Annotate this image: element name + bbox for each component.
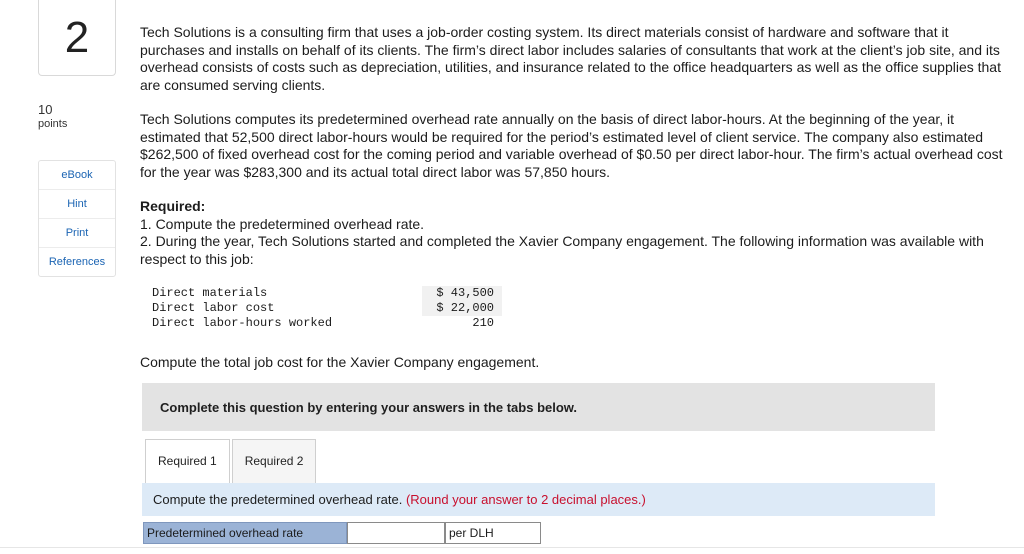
problem-paragraph-2: Tech Solutions computes its predetermined overhead rate annually on the basis of direct labor-hours. At the beginning of the year, it estimated that 52,500 direct labor-hours would be required for the period’s estimated level of client service. The company also estimated $262,500 of fixed overhead cost for the coming period and variable overhead of $0.50 per direct labor-hour. The firm’s actual overhead cost for the year was $283,300 and its actual total direct labor was 57,850 hours.: [140, 111, 1003, 180]
references-link[interactable]: References: [48, 256, 106, 268]
question-number: 2: [64, 12, 90, 62]
compute-instruction: Compute the total job cost for the Xavier Company engagement.: [140, 354, 540, 370]
table-row: [152, 316, 502, 331]
complete-question-text: Complete this question by entering your answers in the tabs below.: [160, 399, 578, 415]
row-label: Direct labor-hours worked: [152, 316, 333, 330]
points-value: 10: [38, 102, 53, 117]
row-label: Direct materials: [152, 286, 268, 300]
tab-instruction: [142, 483, 935, 516]
points-label: points: [38, 118, 68, 130]
required-heading: Required:: [140, 198, 206, 214]
tab-required-2[interactable]: Required 2: [232, 439, 317, 484]
requirement-2: 2. During the year, Tech Solutions started and completed the Xavier Company engagement. The following information was available with respect to this job:: [140, 233, 984, 267]
complete-question-banner: [142, 383, 935, 431]
bottom-divider: [0, 547, 1024, 548]
answer-row: [143, 522, 541, 544]
problem-content: [140, 24, 1010, 372]
ebook-link[interactable]: eBook: [39, 161, 115, 190]
side-tools: [38, 160, 116, 277]
answer-tabs: [145, 439, 318, 484]
question-number-box: [38, 0, 116, 76]
hint-link[interactable]: Hint: [39, 190, 115, 219]
rounding-note: (Round your answer to 2 decimal places.): [405, 492, 646, 507]
tab-required-1[interactable]: Required 1: [145, 439, 230, 484]
row-value: $ 43,500: [422, 286, 502, 301]
problem-paragraph-1: Tech Solutions is a consulting firm that uses a job-order costing system. Its direct materials consist of hardware and software that it purchases and installs on behalf of its clients. The firm’s direct labor includes salaries of consultants that work at the client’s job site, and its overhead consists of costs such as depreciation, utilities, and insurance related to the office headquarters as well as the office supplies that are consumed serving clients.: [140, 24, 1001, 93]
print-link[interactable]: Print: [39, 219, 115, 248]
requirement-1: 1. Compute the predetermined overhead rate.: [140, 215, 425, 232]
answer-label: Predetermined overhead rate: [143, 522, 347, 544]
answer-unit: per DLH: [445, 522, 541, 544]
points-info: [38, 102, 67, 132]
overhead-rate-input[interactable]: [347, 522, 445, 544]
job-info-table: [152, 286, 502, 331]
instruction-text: Compute the predetermined overhead rate.: [153, 492, 403, 507]
table-row: [152, 301, 502, 316]
row-value: $ 22,000: [422, 301, 502, 316]
row-value: 210: [472, 316, 494, 330]
row-label: Direct labor cost: [152, 301, 275, 315]
table-row: [152, 286, 502, 301]
